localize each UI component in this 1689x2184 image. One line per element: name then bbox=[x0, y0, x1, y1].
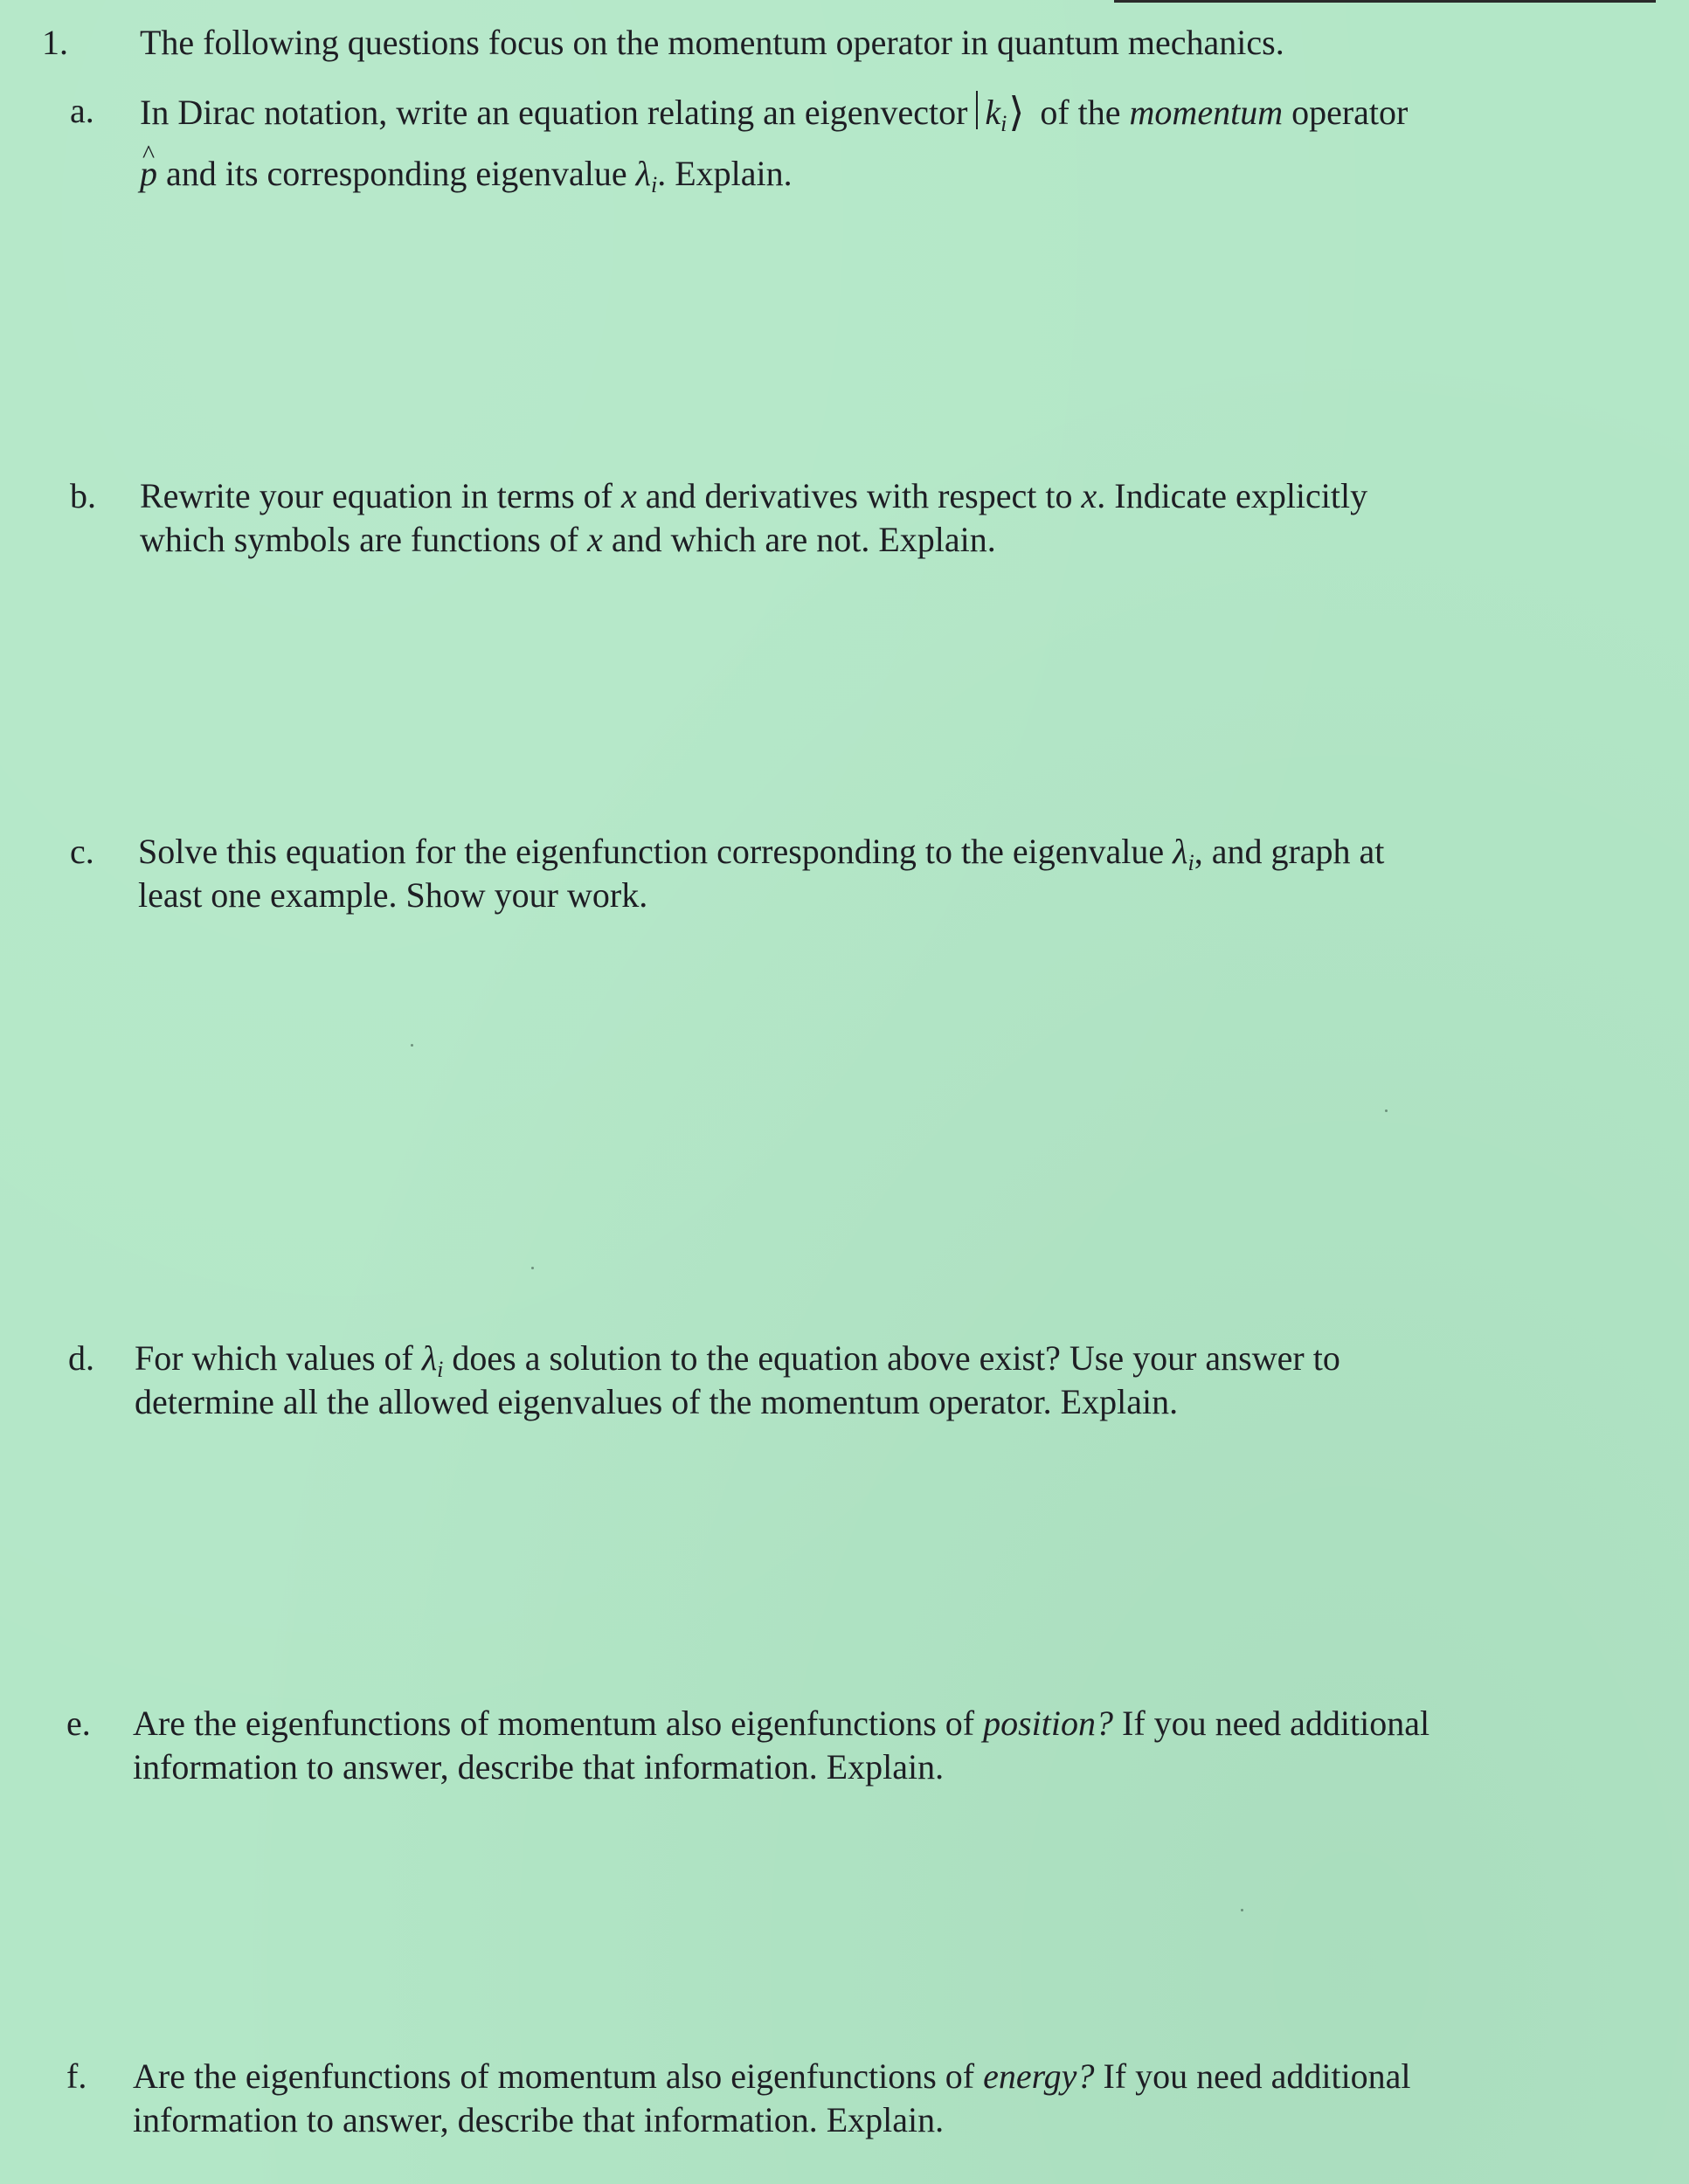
part-d-letter: d. bbox=[68, 1338, 94, 1378]
eigenvalue-symbol: $\lambda_i$ bbox=[635, 154, 658, 197]
part-b-letter: b. bbox=[70, 476, 96, 515]
paper-speck bbox=[531, 1267, 534, 1269]
question-number: 1. bbox=[42, 23, 68, 62]
part-c-text: Solve this equation for the eigenfunction corresponding to the eigenvalue $\lambda_i$, and graph at least one example. Show your work. bbox=[138, 832, 1385, 915]
part-a-text: In Dirac notation, write an equation relating an eigenvector $k_i⟩$ of the momentum operator ^ p and its corresponding eigenvalue $\lambda_i$. Explain. bbox=[140, 89, 1408, 196]
part-d-text: For which values of $\lambda_i$ does a solution to the equation above exist? Use your answer to determine all the allowed eigenvalues of the momentum operator. Explain. bbox=[135, 1338, 1340, 1421]
paper-speck bbox=[1241, 1909, 1243, 1911]
part-e-text: Are the eigenfunctions of momentum also eigenfunctions of position? If you need additional information to answer, describe that information. Explain. bbox=[133, 1704, 1430, 1787]
eigenvalue-symbol: $\lambda_i$ bbox=[421, 1338, 444, 1382]
part-c-letter: c. bbox=[70, 832, 94, 871]
part-f-text: Are the eigenfunctions of momentum also eigenfunctions of energy? If you need additional information to answer, describe that information. Explain. bbox=[133, 2056, 1411, 2139]
part-b-text: Rewrite your equation in terms of x and derivatives with respect to x. Indicate explicitly which symbols are functions of x and which are not. Explain. bbox=[140, 476, 1368, 559]
momentum-operator-symbol: ^ p bbox=[140, 152, 157, 196]
top-rule bbox=[1114, 0, 1656, 3]
part-f-letter: f. bbox=[66, 2056, 87, 2096]
part-a-line1-text: In Dirac notation, write an equation relating an eigenvector bbox=[140, 93, 968, 132]
paper-speck bbox=[411, 1044, 413, 1047]
part-a-letter: a. bbox=[70, 91, 94, 130]
ket-k-i: $k_i⟩$ bbox=[976, 89, 1031, 139]
part-e-letter: e. bbox=[66, 1704, 91, 1743]
question-prompt: The following questions focus on the momentum operator in quantum mechanics. bbox=[140, 23, 1284, 62]
eigenvalue-symbol: $\lambda_i$ bbox=[1173, 832, 1194, 875]
paper-speck bbox=[1385, 1109, 1388, 1112]
